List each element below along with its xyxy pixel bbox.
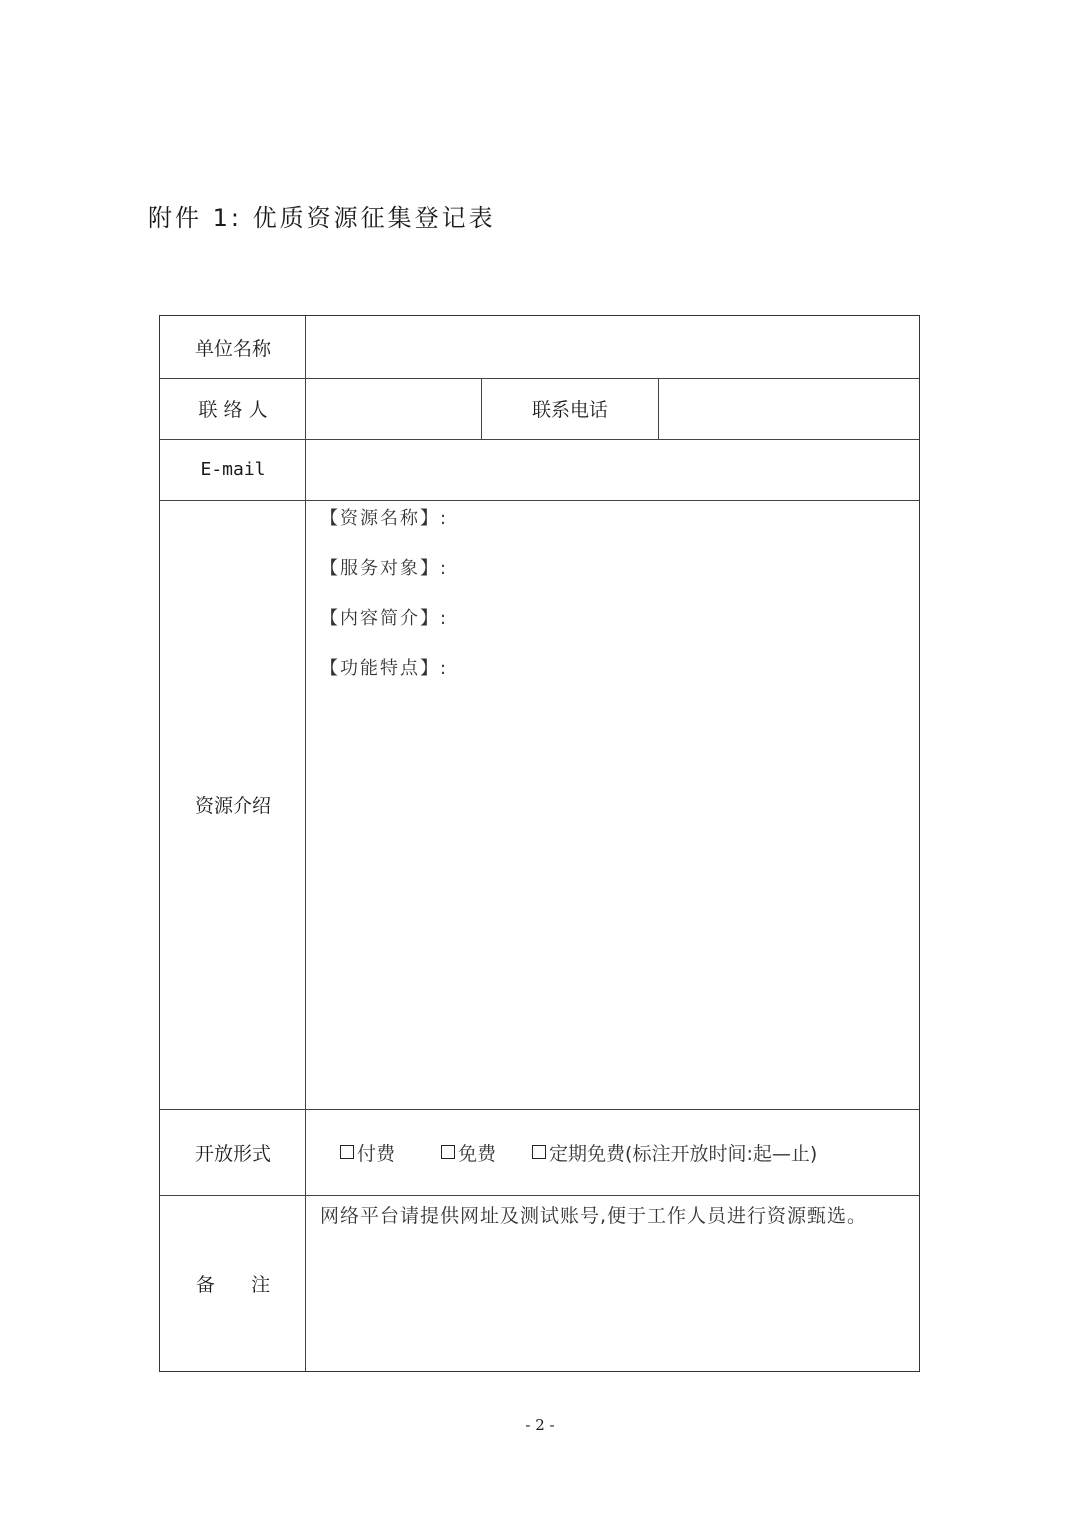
option-free[interactable] — [441, 1139, 496, 1166]
option-paid-label: 付费 — [357, 1142, 396, 1165]
document-title: 附件 1: 优质资源征集登记表 — [148, 204, 496, 232]
checkbox-icon[interactable] — [441, 1145, 455, 1159]
option-paid[interactable] — [340, 1139, 395, 1166]
option-periodic-free[interactable] — [532, 1139, 817, 1166]
remarks-label: 备 注 — [195, 1274, 271, 1296]
unit-name-label: 单位名称 — [194, 337, 271, 360]
unit-name-field[interactable] — [306, 316, 920, 378]
content-summary-prompt: 【内容简介】: — [320, 608, 449, 629]
contact-phone-label: 联系电话 — [531, 399, 608, 421]
service-target-prompt: 【服务对象】: — [320, 558, 449, 579]
checkbox-icon[interactable] — [532, 1145, 546, 1159]
email-label: E-mail — [200, 459, 266, 480]
registration-form — [159, 315, 920, 1372]
features-prompt: 【功能特点】: — [320, 658, 449, 679]
open-form-field — [306, 1109, 920, 1195]
option-free-label: 免费 — [458, 1142, 497, 1165]
remarks-note: 网络平台请提供网址及测试账号,便于工作人员进行资源甄选。 — [320, 1205, 868, 1227]
resource-name-prompt: 【资源名称】: — [320, 508, 449, 529]
remarks-field[interactable] — [306, 1195, 920, 1372]
option-periodic-free-label: 定期免费(标注开放时间:起—止) — [549, 1142, 818, 1165]
page-number: - 2 - — [525, 1416, 555, 1434]
open-form-label: 开放形式 — [194, 1142, 271, 1165]
contact-person-field[interactable] — [306, 378, 481, 439]
contact-phone-field[interactable] — [659, 378, 920, 439]
checkbox-icon[interactable] — [340, 1145, 354, 1159]
contact-person-label: 联 络 人 — [198, 399, 268, 421]
resource-intro-field[interactable] — [306, 500, 920, 1109]
resource-intro-label: 资源介绍 — [194, 795, 271, 817]
email-field[interactable] — [306, 439, 920, 500]
